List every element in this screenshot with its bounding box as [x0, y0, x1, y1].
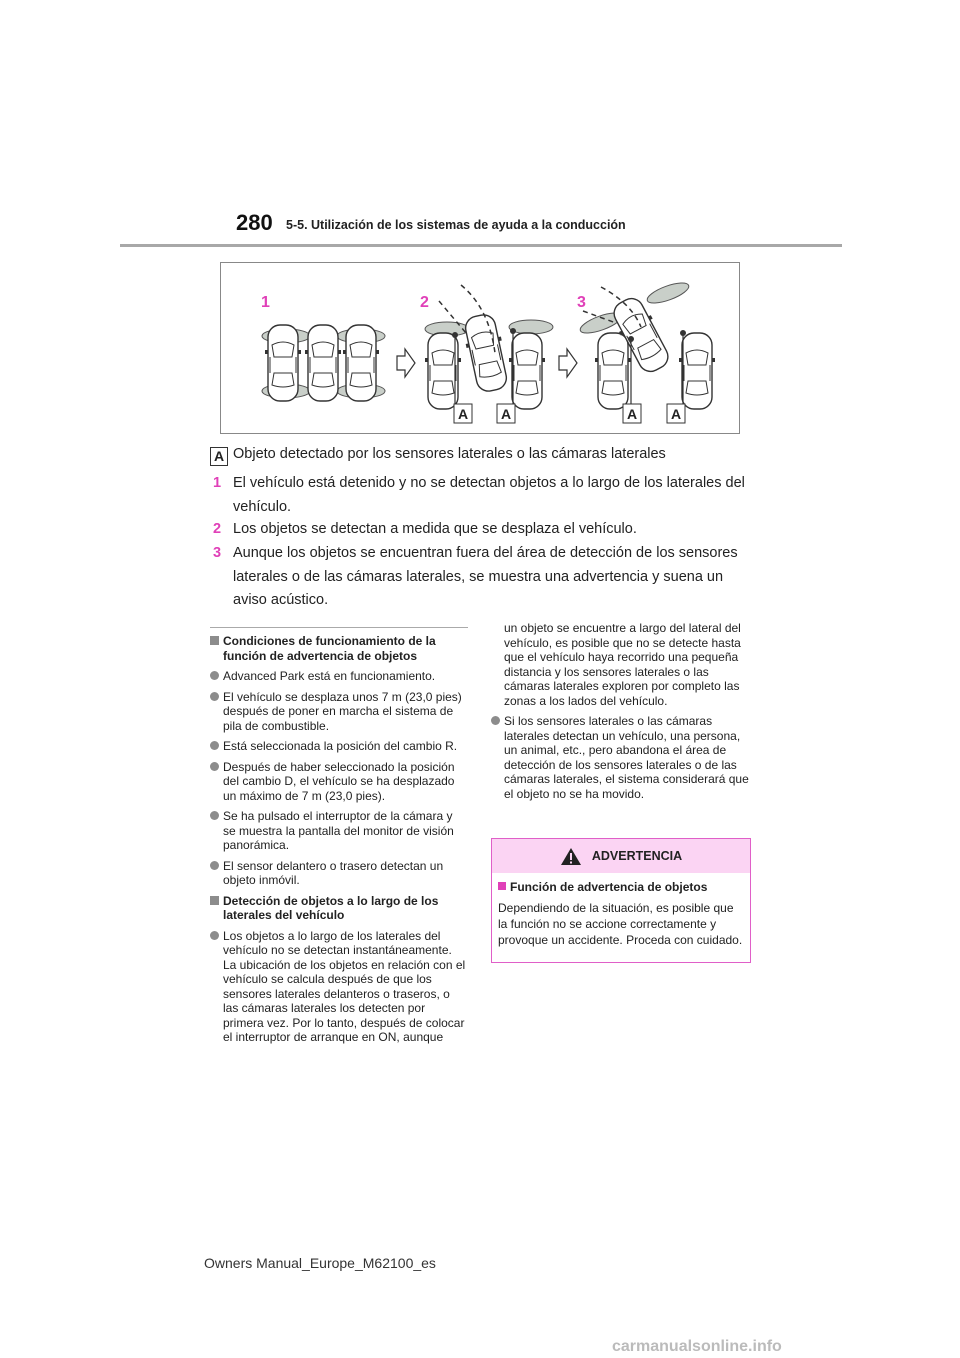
section-heading: Condiciones de funcionamiento de la función de advertencia de objetos — [210, 634, 468, 663]
warning-text: Dependiendo de la situación, es posible que la función no se accione correctamente y provoque un accidente. Proceda con cuidado. — [498, 901, 743, 947]
footer-text: Owners Manual_Europe_M62100_es — [204, 1255, 436, 1271]
step-item — [213, 518, 753, 542]
warning-title: ADVERTENCIA — [591, 849, 683, 863]
bullet-item: El vehículo se desplaza unos 7 m (23,0 pies) después de poner en marcha el sistema de pila de combustible. — [210, 690, 468, 734]
step-item — [213, 472, 753, 519]
continuation-text: un objeto se encuentre a largo del lateral del vehículo, es posible que no se detecte hasta que el vehículo haya recorrido una pequeña distancia y los sensores laterales o las cámaras laterales exploren por completo las zonas a los lados del vehículo. — [504, 621, 741, 708]
step-label-1: 1 — [261, 294, 270, 311]
step-number: 1 — [213, 475, 222, 491]
bullet-item: Después de haber seleccionado la posición del cambio D, el vehículo se ha desplazado un máximo de 7 m (23,0 pies). — [210, 760, 468, 804]
step-text: Los objetos se detectan a medida que se desplaza el vehículo. — [233, 521, 637, 537]
step-item — [213, 542, 753, 613]
svg-text:A: A — [670, 406, 682, 422]
header-rule — [120, 244, 842, 247]
bullet-item: Se ha pulsado el interruptor de la cámara y se muestra la pantalla del monitor de visión panorámica. — [210, 809, 468, 853]
figure-legend — [210, 446, 666, 466]
warning-icon — [560, 847, 582, 866]
bullet-item: Está seleccionada la posición del cambio R. — [210, 739, 468, 754]
legend-text: Objeto detectado por los sensores laterales o las cámaras laterales — [233, 446, 666, 462]
marker-a — [667, 404, 685, 423]
warning-heading: Función de advertencia de objetos — [498, 879, 744, 895]
step-label-3: 3 — [577, 294, 586, 311]
svg-text:A: A — [626, 406, 638, 422]
bullet-item: Los objetos a lo largo de los laterales del vehículo no se detectan instantáneamente. La ubicación de los objetos en relación con el vehículo se calcula después de que los sensores laterales delanteros o traseros, o las cámaras laterales los detecten por primera vez. Por lo tanto, después de colocar el interruptor de arranque en ON, aunque — [210, 929, 468, 1045]
section-heading: Detección de objetos a lo largo de los laterales del vehículo — [210, 894, 468, 923]
bullet-item: El sensor delantero o trasero detectan un objeto inmóvil. — [210, 859, 468, 888]
step-number: 3 — [213, 545, 222, 561]
bullet-item: Si los sensores laterales o las cámaras laterales detectan un vehículo, una persona, un animal, etc., pero abandona el área de detección de los sensores laterales o de las cámaras laterales, el sistema considerará que el objeto no se ha movido. — [491, 714, 753, 801]
arrow-icon — [559, 349, 577, 377]
arrow-icon — [397, 349, 415, 377]
page-number: 280 — [236, 210, 273, 235]
marker-a — [454, 404, 472, 423]
object-warning-figure — [220, 262, 740, 434]
warning-header — [492, 839, 750, 873]
marker-a — [497, 404, 515, 423]
svg-text:A: A — [500, 406, 512, 422]
section-title: 5-5. Utilización de los sistemas de ayuda a la conducción — [286, 218, 626, 232]
watermark: carmanualsonline.info — [612, 1338, 782, 1355]
svg-text:A: A — [457, 406, 469, 422]
marker-a — [623, 404, 641, 423]
step-label-2: 2 — [420, 294, 429, 311]
column-divider — [210, 627, 468, 628]
left-column — [210, 634, 468, 1051]
step-text: Aunque los objetos se encuentran fuera del área de detección de los sensores laterales o de las cámaras laterales, se muestra una advertencia y suena un aviso acústico. — [233, 545, 738, 608]
parking-illustration — [221, 263, 741, 435]
bullet-item: Advanced Park está en funcionamiento. — [210, 669, 468, 684]
legend-marker: A — [210, 447, 228, 466]
warning-box — [491, 838, 751, 963]
step-number: 2 — [213, 521, 222, 537]
step-text: El vehículo está detenido y no se detectan objetos a lo largo de los laterales del vehículo. — [233, 475, 745, 515]
right-column — [491, 621, 753, 807]
